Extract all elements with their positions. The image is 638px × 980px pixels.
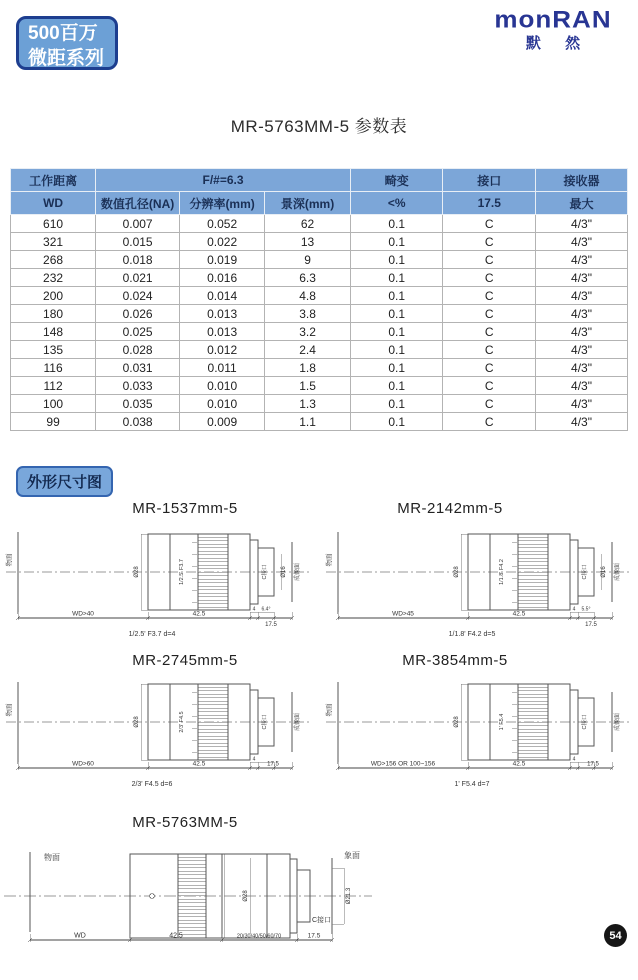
diagram-title: MR-2745mm-5 xyxy=(132,652,238,669)
dim-mount-label: 17.5 xyxy=(307,932,321,940)
table-row xyxy=(11,287,628,305)
table-row xyxy=(11,233,628,251)
table-cell: 0.018 xyxy=(96,251,180,269)
dim-ext-label: 20/30/40/50/60/70 xyxy=(236,933,282,940)
spec-col-group-header: 接收器 xyxy=(536,169,628,192)
spec-table xyxy=(10,168,628,431)
lens-diagram xyxy=(322,518,637,640)
table-cell: 0.012 xyxy=(180,341,265,359)
table-row xyxy=(11,215,628,233)
table-cell: 0.013 xyxy=(180,305,265,323)
lens-diagram xyxy=(2,668,317,790)
table-cell: 62 xyxy=(265,215,351,233)
table-cell: 4/3" xyxy=(536,413,628,431)
spec-col-group-header: 工作距离 xyxy=(11,169,96,192)
table-cell: 0.1 xyxy=(350,341,443,359)
table-cell: 4/3" xyxy=(536,233,628,251)
table-cell: 135 xyxy=(11,341,96,359)
table-cell: 4/3" xyxy=(536,377,628,395)
spec-col-header: WD xyxy=(11,192,96,215)
rear-diameter-label: Ø16 xyxy=(601,566,607,578)
barrel-spec-label: 1' F5.4 xyxy=(499,713,505,731)
object-plane-label: 物面 xyxy=(326,703,333,717)
table-cell: C xyxy=(443,251,536,269)
front-diameter-label: Ø28 xyxy=(134,566,140,578)
table-cell: 0.1 xyxy=(350,287,443,305)
body-diameter-label: Ø28 xyxy=(243,890,249,902)
table-cell: 232 xyxy=(11,269,96,287)
image-plane-label: 成像面 xyxy=(615,562,621,582)
table-cell: 1.5 xyxy=(265,377,351,395)
table-cell: 4/3" xyxy=(536,323,628,341)
barrel-spec-label: 2/3' F4.5 xyxy=(179,711,185,733)
lens-diagram xyxy=(0,834,380,974)
section-badge: 外形尺寸图 xyxy=(16,466,113,497)
table-cell: 6.3 xyxy=(265,269,351,287)
table-cell: 0.1 xyxy=(350,233,443,251)
brand-chinese-name: 默 然 xyxy=(525,35,591,52)
spec-col-group-header: 畸变 xyxy=(350,169,443,192)
table-cell: 0.009 xyxy=(180,413,265,431)
spec-col-header: 景深(mm) xyxy=(265,192,351,215)
barrel-spec-label: 1/1.8' F4.2 xyxy=(499,559,505,585)
table-cell: 0.025 xyxy=(96,323,180,341)
front-diameter-label: Ø28 xyxy=(134,716,140,728)
rear-diameter-label: Ø21.3 xyxy=(346,887,352,905)
diagram-caption: 1/1.8' F4.2 d=5 xyxy=(448,631,496,638)
table-cell: 321 xyxy=(11,233,96,251)
table-cell: 0.1 xyxy=(350,215,443,233)
table-cell: 0.031 xyxy=(96,359,180,377)
table-cell: 0.026 xyxy=(96,305,180,323)
spec-col-header: <% xyxy=(350,192,443,215)
spec-table-head xyxy=(11,169,628,215)
table-cell: 112 xyxy=(11,377,96,395)
object-plane-label: 物面 xyxy=(44,853,60,862)
dim-body-label: 42.5 xyxy=(512,760,526,768)
barrel-spec-label: 1/2.5' F3.7 xyxy=(179,559,185,585)
spec-col-header: 最大 xyxy=(536,192,628,215)
spec-col-header: 分辨率(mm) xyxy=(180,192,265,215)
dim-body-label: 42.5 xyxy=(512,610,526,618)
table-cell: 0.1 xyxy=(350,305,443,323)
brand-logo xyxy=(478,4,628,53)
table-cell: C xyxy=(443,269,536,287)
diagram-caption: 1/2.5' F3.7 d=4 xyxy=(128,631,176,638)
brand-wordmark: monRAN xyxy=(494,5,612,33)
table-cell: C xyxy=(443,233,536,251)
mount-label: C接口 xyxy=(582,714,588,730)
table-cell: 0.035 xyxy=(96,395,180,413)
diagram-caption: 2/3' F4.5 d=6 xyxy=(131,781,173,788)
dim-body-label: 42.5 xyxy=(192,760,206,768)
table-cell: 0.016 xyxy=(180,269,265,287)
table-cell: 0.010 xyxy=(180,395,265,413)
table-cell: 4/3" xyxy=(536,251,628,269)
image-plane-label: 成像面 xyxy=(295,562,301,582)
table-cell: 13 xyxy=(265,233,351,251)
dim-wd-label: WD>45 xyxy=(392,610,414,618)
diagram-title: MR-5763MM-5 xyxy=(132,814,238,831)
series-badge-line1: 500百万 xyxy=(28,23,98,44)
table-cell: 610 xyxy=(11,215,96,233)
table-row xyxy=(11,251,628,269)
front-diameter-label: Ø28 xyxy=(454,566,460,578)
table-cell: C xyxy=(443,395,536,413)
page-title: MR-5763MM-5 参数表 xyxy=(230,117,408,136)
dim-body-label: 42.5 xyxy=(169,932,183,940)
table-cell: 0.1 xyxy=(350,359,443,377)
table-row xyxy=(11,395,628,413)
table-cell: 3.8 xyxy=(265,305,351,323)
table-cell: C xyxy=(443,377,536,395)
spec-col-group-header: 接口 xyxy=(443,169,536,192)
table-cell: C xyxy=(443,341,536,359)
diagram-MR-5763MM-5 xyxy=(0,834,380,979)
mount-label: C接口 xyxy=(312,917,332,924)
diagram-MR-3854mm-5 xyxy=(322,668,637,795)
spec-col-group-header: F/#=6.3 xyxy=(96,169,351,192)
dim-angle-label: 5.5° xyxy=(581,606,591,613)
table-cell: C xyxy=(443,323,536,341)
dim-mount-label: 17.5 xyxy=(585,622,597,628)
table-cell: 180 xyxy=(11,305,96,323)
dim-step-label: 4 xyxy=(252,756,256,763)
table-cell: C xyxy=(443,215,536,233)
image-plane-label: 成像面 xyxy=(295,712,301,732)
rear-diameter-label: Ø16 xyxy=(281,566,287,578)
table-cell: 4/3" xyxy=(536,395,628,413)
table-cell: 200 xyxy=(11,287,96,305)
spec-col-header: 数值孔径(NA) xyxy=(96,192,180,215)
table-cell: 0.015 xyxy=(96,233,180,251)
table-cell: 1.3 xyxy=(265,395,351,413)
table-cell: 268 xyxy=(11,251,96,269)
mount-label: C接口 xyxy=(582,564,588,580)
table-cell: 0.011 xyxy=(180,359,265,377)
table-cell: 0.022 xyxy=(180,233,265,251)
page-number-badge xyxy=(604,924,627,947)
image-plane-label: 象面 xyxy=(344,851,360,860)
dim-mount-label: 17.5 xyxy=(265,622,277,628)
table-row xyxy=(11,305,628,323)
table-cell: C xyxy=(443,359,536,377)
lens-diagram xyxy=(322,668,637,790)
table-cell: 0.1 xyxy=(350,269,443,287)
series-badge-line2: 微距系列 xyxy=(28,48,105,70)
table-cell: 0.024 xyxy=(96,287,180,305)
table-cell: 148 xyxy=(11,323,96,341)
table-row xyxy=(11,323,628,341)
mount-label: C接口 xyxy=(262,564,268,580)
table-cell: 1.8 xyxy=(265,359,351,377)
dim-step-label: 4 xyxy=(572,756,576,763)
table-cell: 0.1 xyxy=(350,251,443,269)
table-cell: 0.021 xyxy=(96,269,180,287)
table-cell: 0.1 xyxy=(350,395,443,413)
table-cell: 4/3" xyxy=(536,269,628,287)
dim-angle-label: 6.4° xyxy=(261,606,271,613)
table-row xyxy=(11,377,628,395)
dim-step-label: 4 xyxy=(252,606,256,613)
table-cell: 0.052 xyxy=(180,215,265,233)
diagram-caption: 1' F5.4 d=7 xyxy=(454,781,490,788)
table-cell: 4/3" xyxy=(536,215,628,233)
table-cell: 0.033 xyxy=(96,377,180,395)
object-plane-label: 物面 xyxy=(326,553,333,567)
table-cell: 100 xyxy=(11,395,96,413)
diagram-title: MR-3854mm-5 xyxy=(402,652,508,669)
table-cell: 0.1 xyxy=(350,413,443,431)
spec-col-header: 17.5 xyxy=(443,192,536,215)
table-cell: 3.2 xyxy=(265,323,351,341)
dim-wd-label: WD xyxy=(74,932,86,940)
table-cell: 0.019 xyxy=(180,251,265,269)
page-number: 54 xyxy=(609,929,622,942)
image-plane-label: 成像面 xyxy=(615,712,621,732)
series-badge xyxy=(16,16,118,70)
object-plane-label: 物面 xyxy=(6,703,13,717)
table-cell: 4/3" xyxy=(536,341,628,359)
diagram-MR-1537mm-5 xyxy=(2,518,317,645)
table-row xyxy=(11,413,628,431)
diagram-title: MR-1537mm-5 xyxy=(132,500,238,517)
table-cell: 4/3" xyxy=(536,359,628,377)
diagram-MR-2142mm-5 xyxy=(322,518,637,645)
table-cell: 99 xyxy=(11,413,96,431)
table-row xyxy=(11,269,628,287)
table-cell: C xyxy=(443,305,536,323)
table-cell: C xyxy=(443,413,536,431)
object-plane-label: 物面 xyxy=(6,553,13,567)
table-cell: 0.014 xyxy=(180,287,265,305)
dim-mount-label: 17.5 xyxy=(587,761,599,768)
front-diameter-label: Ø28 xyxy=(454,716,460,728)
table-row xyxy=(11,359,628,377)
table-cell: 0.007 xyxy=(96,215,180,233)
table-cell: 0.1 xyxy=(350,323,443,341)
table-cell: 0.038 xyxy=(96,413,180,431)
table-cell: 0.010 xyxy=(180,377,265,395)
table-cell: 4/3" xyxy=(536,305,628,323)
dim-wd-label: WD>40 xyxy=(72,610,94,618)
mount-label: C接口 xyxy=(262,714,268,730)
dim-wd-label: WD>156 OR 100~156 xyxy=(370,760,436,768)
dim-mount-label: 17.5 xyxy=(267,761,279,768)
table-cell: 1.1 xyxy=(265,413,351,431)
table-cell: 0.013 xyxy=(180,323,265,341)
table-cell: C xyxy=(443,287,536,305)
table-cell: 9 xyxy=(265,251,351,269)
table-cell: 4.8 xyxy=(265,287,351,305)
table-cell: 2.4 xyxy=(265,341,351,359)
diagram-title: MR-2142mm-5 xyxy=(397,500,503,517)
table-cell: 0.028 xyxy=(96,341,180,359)
dim-step-label: 4 xyxy=(572,606,576,613)
diagram-MR-2745mm-5 xyxy=(2,668,317,795)
table-cell: 4/3" xyxy=(536,287,628,305)
spec-table-body xyxy=(11,215,628,431)
table-row xyxy=(11,341,628,359)
dim-body-label: 42.5 xyxy=(192,610,206,618)
table-cell: 116 xyxy=(11,359,96,377)
dim-wd-label: WD>60 xyxy=(72,760,94,768)
lens-diagram xyxy=(2,518,317,640)
table-cell: 0.1 xyxy=(350,377,443,395)
